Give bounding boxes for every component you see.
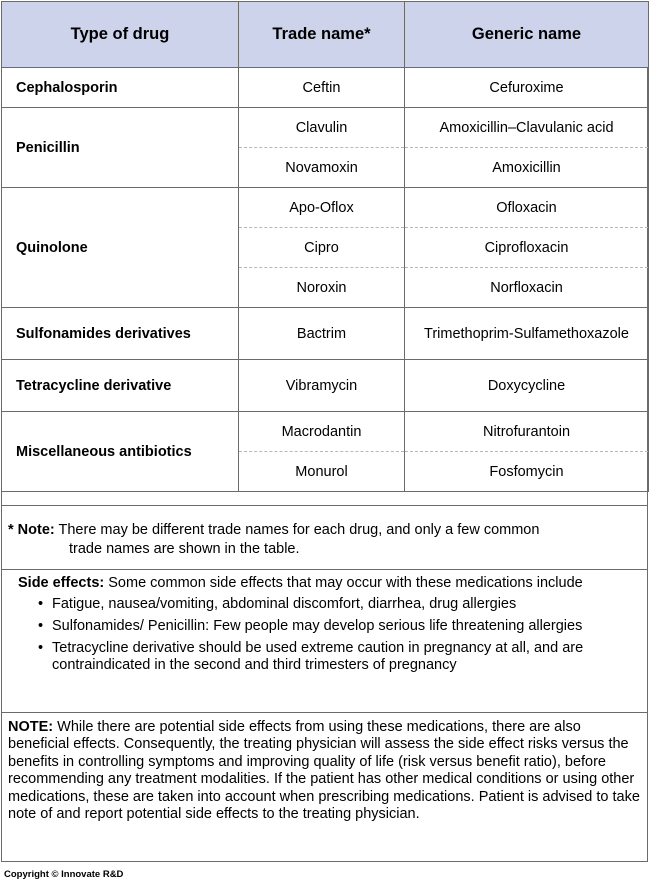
table-row — [2, 412, 649, 452]
physician-note-label: NOTE: — [8, 719, 54, 735]
trade-name-cell: Bactrim — [239, 308, 405, 360]
header-generic-name: Generic name — [405, 2, 649, 68]
generic-name-cell: Nitrofurantoin — [405, 412, 649, 452]
header-trade-name: Trade name* — [239, 2, 405, 68]
generic-name-cell: Amoxicillin — [405, 148, 649, 188]
side-effect-text: Sulfonamides/ Penicillin: Few people may develop serious life threatening allergies — [52, 618, 583, 634]
generic-name-cell: Norfloxacin — [405, 268, 649, 308]
side-effects-list — [18, 596, 648, 674]
generic-name-cell: Amoxicillin–Clavulanic acid — [405, 108, 649, 148]
trade-note-text-continued: trade names are shown in the table. — [69, 541, 300, 557]
generic-name-cell: Fosfomycin — [405, 452, 649, 492]
generic-name-cell: Doxycycline — [405, 360, 649, 412]
drug-type-cell: Penicillin — [2, 108, 239, 188]
side-effect-text: Tetracycline derivative should be used extreme caution in pregnancy at all, and are contraindicated in the second and third trimesters of pregnancy — [52, 640, 584, 673]
generic-name-cell: Cefuroxime — [405, 68, 649, 108]
physician-note-text: While there are potential side effects from using these medications, there are also beneficial effects. Consequently, the treating physician will assess the side effect risks versus the benefits in controlling symptoms and improving quality of life (risk versus benefit ratio), before recommending any treatment modalities. If the patient has other medical conditions or using other medications, these are taken into account when prescribing medications. Patient is advised to take note of and report potential side effects to the treating physician. — [8, 719, 640, 823]
bullet-icon: • — [38, 596, 44, 612]
drug-type-cell: Cephalosporin — [2, 68, 239, 108]
table-row — [2, 68, 649, 108]
copyright-notice: Copyright © Innovate R&D — [4, 869, 124, 880]
generic-name-cell: Ciprofloxacin — [405, 228, 649, 268]
trade-name-cell: Clavulin — [239, 108, 405, 148]
side-effects-section — [1, 569, 648, 679]
trade-name-cell: Cipro — [239, 228, 405, 268]
trade-name-note — [1, 505, 648, 569]
list-item — [38, 640, 612, 674]
trade-name-cell: Macrodantin — [239, 412, 405, 452]
drug-type-cell: Sulfonamides derivatives — [2, 308, 239, 360]
table-row — [2, 108, 649, 148]
trade-note-text: There may be different trade names for each drug, and only a few common — [58, 522, 540, 538]
bullet-icon: • — [38, 640, 44, 656]
trade-name-cell: Vibramycin — [239, 360, 405, 412]
physician-note-section — [1, 712, 648, 862]
table-header-row — [2, 2, 649, 68]
antibiotics-table — [1, 1, 649, 492]
header-type-of-drug: Type of drug — [2, 2, 239, 68]
list-item — [38, 596, 612, 613]
side-effects-intro: Some common side effects that may occur with these medications include — [108, 575, 583, 591]
generic-name-cell: Trimethoprim-Sulfamethoxazole — [405, 308, 649, 360]
table-row — [2, 188, 649, 228]
trade-note-label: * Note: — [8, 522, 55, 538]
bullet-icon: • — [38, 618, 44, 634]
trade-name-cell: Noroxin — [239, 268, 405, 308]
side-effects-label: Side effects: — [18, 575, 105, 591]
side-effect-text: Fatigue, nausea/vomiting, abdominal discomfort, diarrhea, drug allergies — [52, 596, 517, 612]
list-item — [38, 618, 612, 635]
drug-type-cell: Quinolone — [2, 188, 239, 308]
trade-name-cell: Monurol — [239, 452, 405, 492]
trade-name-cell: Apo-Oflox — [239, 188, 405, 228]
table-row — [2, 360, 649, 412]
table-row — [2, 308, 649, 360]
drug-type-cell: Tetracycline derivative — [2, 360, 239, 412]
drug-type-cell: Miscellaneous antibiotics — [2, 412, 239, 492]
trade-name-cell: Novamoxin — [239, 148, 405, 188]
trade-name-cell: Ceftin — [239, 68, 405, 108]
generic-name-cell: Ofloxacin — [405, 188, 649, 228]
